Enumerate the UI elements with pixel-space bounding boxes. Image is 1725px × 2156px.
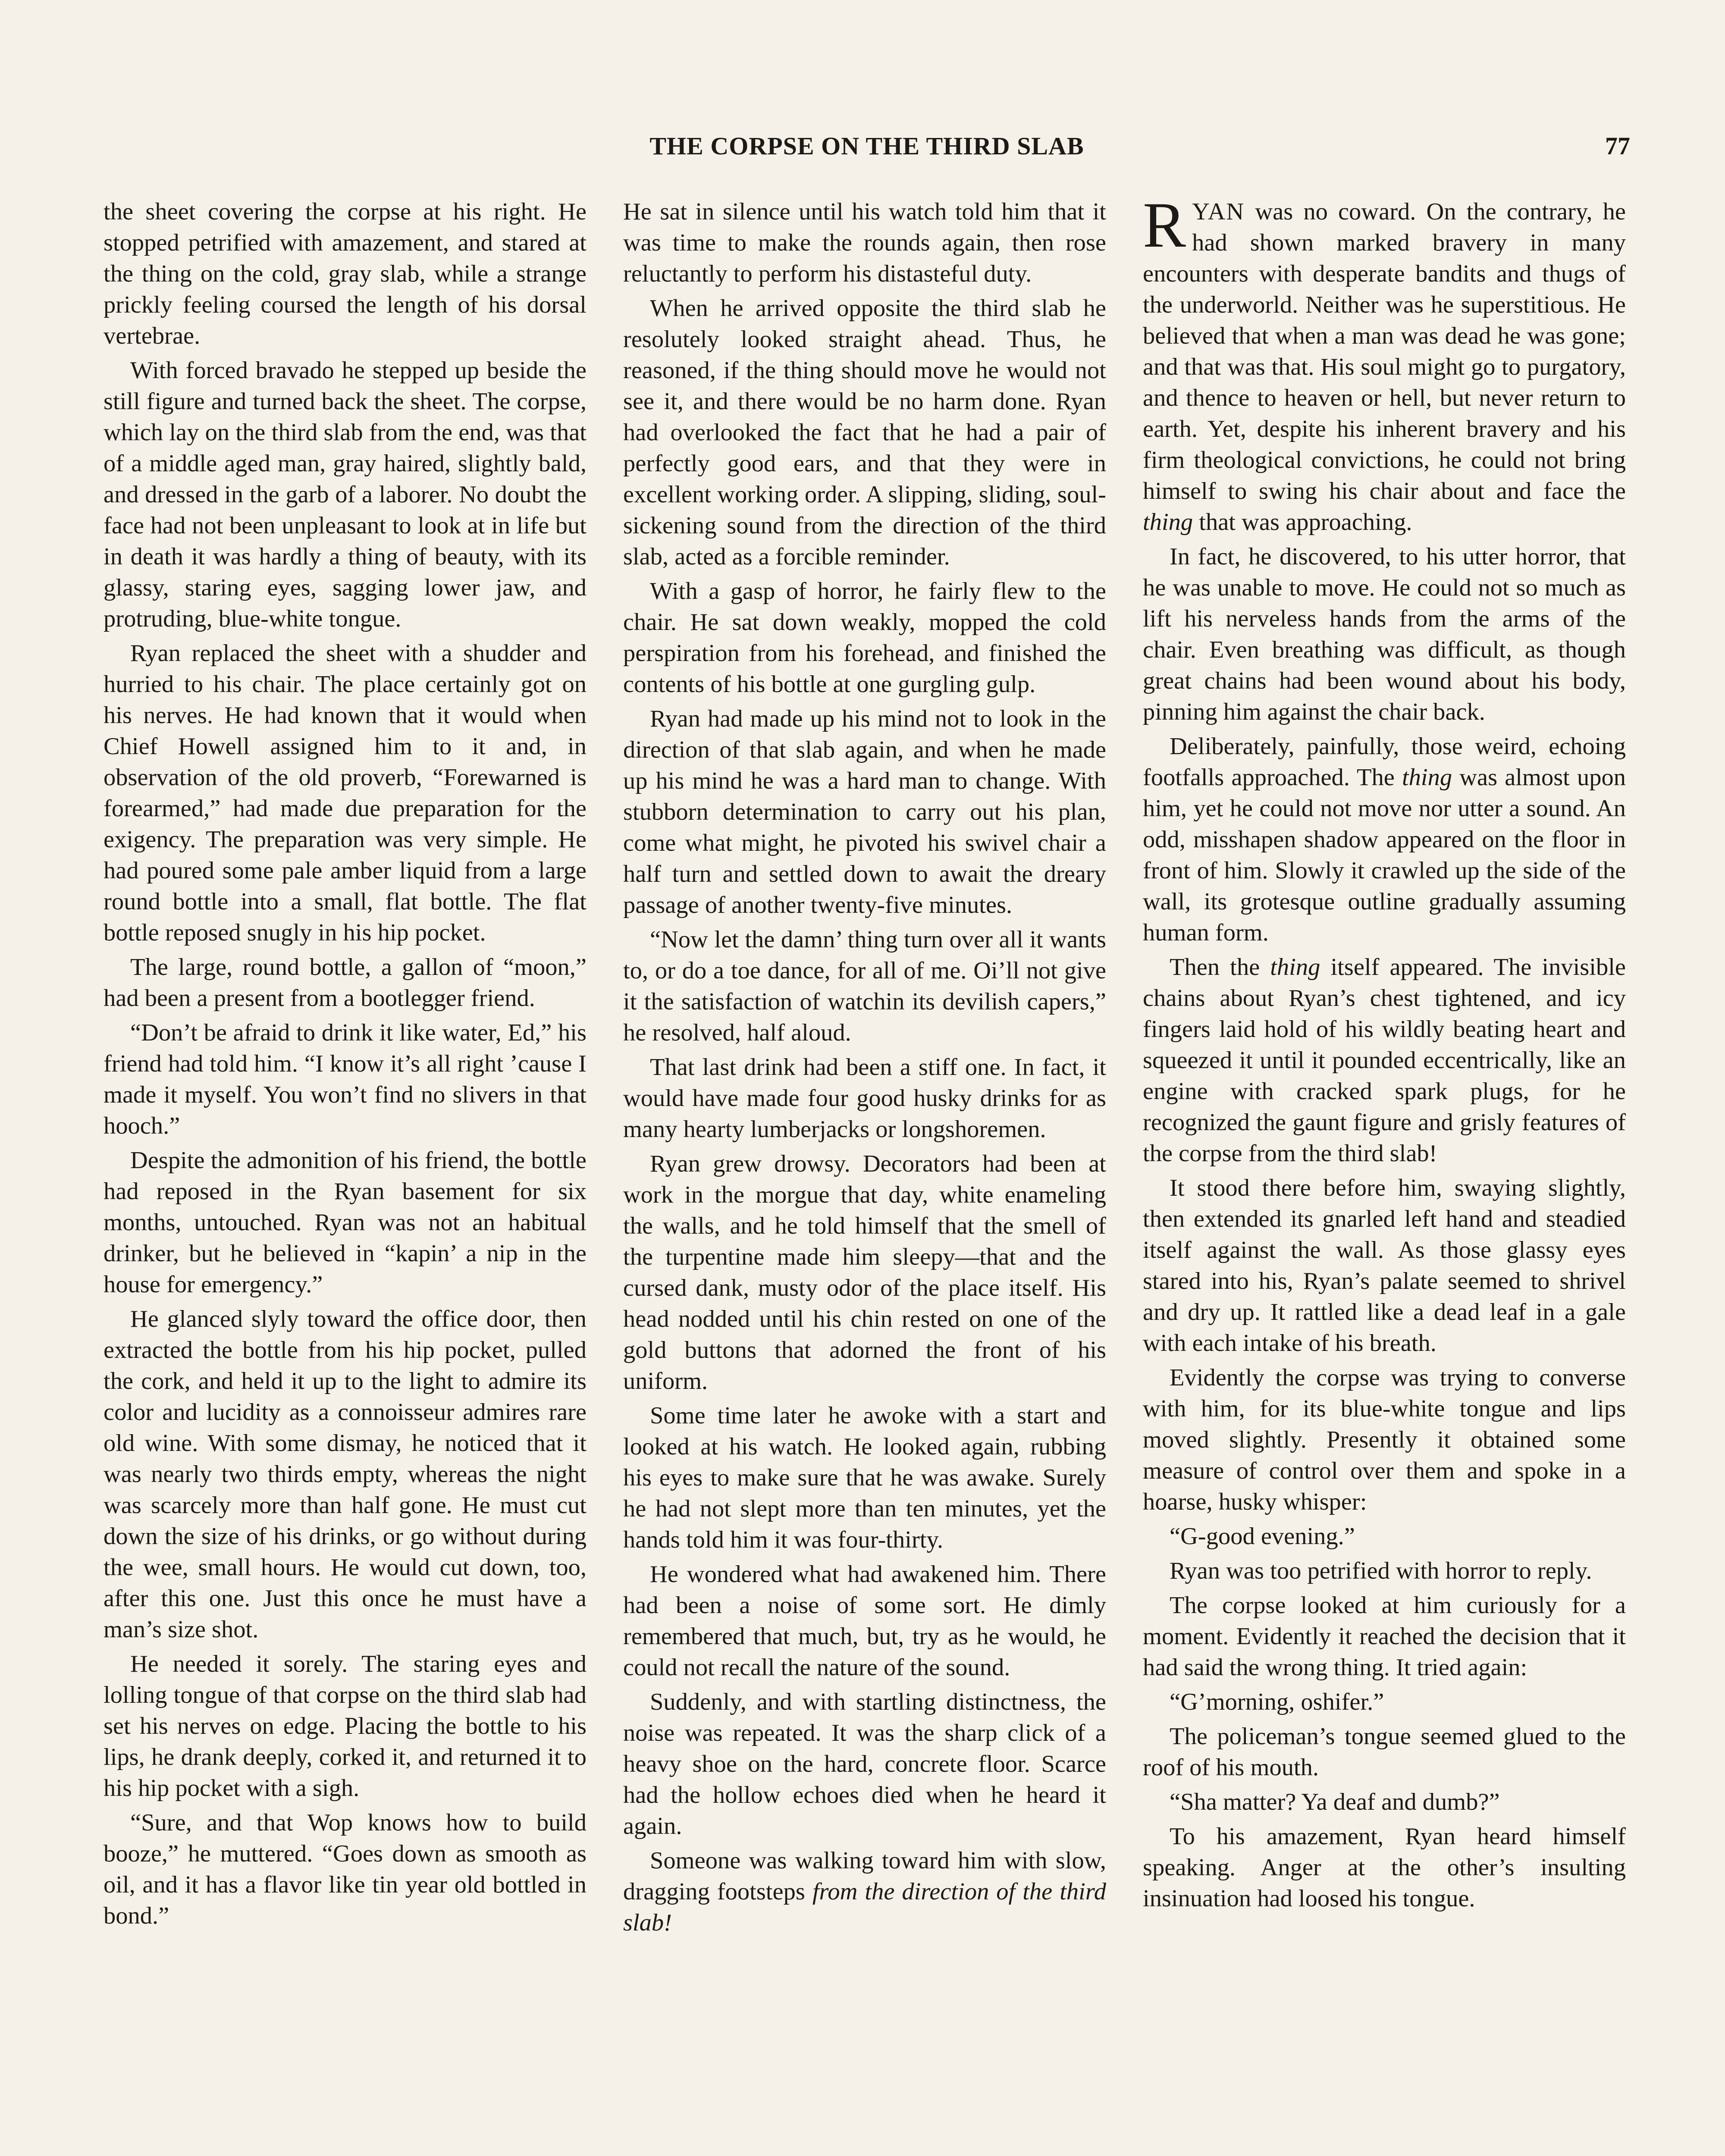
paragraph: The policeman’s tongue seemed glued to the roof of his mouth. xyxy=(1143,1723,1626,1781)
paragraph: “Now let the damn’ thing turn over all it wants to, or do a toe dance, for all of me. Oi’ll not give it the satisfaction of watchin its devilish capers,” he resolved, half aloud. xyxy=(623,926,1106,1046)
column-1 xyxy=(104,196,586,2156)
paragraph xyxy=(1143,731,1626,948)
running-title: THE CORPSE ON THE THIRD SLAB xyxy=(649,132,1084,160)
italic-phrase: from the direction of the third slab! xyxy=(623,1878,1106,1936)
paragraph: The large, round bottle, a gallon of “moon,” had been a present from a bootlegger friend. xyxy=(104,954,586,1012)
paragraph: Some time later he awoke with a start and looked at his watch. He looked again, rubbing his eyes to make sure that he was awake. Surely he had not slept more than ten minutes, yet the hands told him it was four-thirty. xyxy=(623,1402,1106,1553)
drop-cap-rest: YAN xyxy=(1192,198,1245,225)
column-2 xyxy=(623,196,1106,2156)
section-opening-paragraph xyxy=(1143,196,1626,538)
paragraph: Suddenly, and with startling distinctness, the noise was repeated. It was the sharp click of a heavy shoe on the hard, concrete floor. Scarce had the hollow echoes died when he heard it again. xyxy=(623,1689,1106,1839)
paragraph-text: was no coward. On the contrary, he had shown marked bravery in many encounters with desperate bandits and thugs of the underworld. Neither was he superstitious. He believed that when a man was dead he was gone; and that was that. His soul might go to purgatory, and thence to heaven or hell, but never return to earth. Yet, despite his inherent bravery and his firm theological convictions, he could not bring himself to swing his chair about and face the xyxy=(1143,198,1626,505)
page-number: 77 xyxy=(1605,132,1630,160)
paragraph: He wondered what had awakened him. There had been a noise of some sort. He dimly remembered that much, but, try as he would, he could not recall the nature of the sound. xyxy=(623,1561,1106,1681)
paragraph: “G-good evening.” xyxy=(1170,1523,1355,1550)
paragraph: Despite the admonition of his friend, the bottle had reposed in the Ryan basement for six months, untouched. Ryan was not an habitual drinker, but he believed in “kapin’ a nip in the house for emergency.” xyxy=(104,1147,586,1298)
drop-cap: R xyxy=(1143,196,1186,261)
paragraph: In fact, he discovered, to his utter horror, that he was unable to move. He could not so much as lift his nerveless hands from the arms of the chair. Even breathing was difficult, as though great chains had been wound about his body, pinning him against the chair back. xyxy=(1143,543,1626,725)
paragraph: He sat in silence until his watch told him that it was time to make the rounds again, then rose reluctantly to perform his distasteful duty. xyxy=(623,198,1106,287)
paragraph-text: itself appeared. The invisible chains about Ryan’s chest tightened, and icy fingers laid hold of his wildly beating heart and squeezed it until it pounded eccentrically, like an engine with cracked spark plugs, for he recognized the gaunt figure and grisly features of the corpse from the third slab! xyxy=(1143,954,1626,1167)
paragraph-text: Then the xyxy=(1170,954,1270,981)
paragraph xyxy=(1143,952,1626,1169)
paragraph: When he arrived opposite the third slab he resolutely looked straight ahead. Thus, he reasoned, if the thing should move he would not see it, and there would be no harm done. Ryan had overlooked the fact that he had a pair of perfectly good ears, and that they were in excellent working order. A slipping, sliding, soul-sickening sound from the direction of the third slab, acted as a forcible reminder. xyxy=(623,295,1106,570)
paragraph-final xyxy=(623,1845,1106,1938)
paragraph: He glanced slyly toward the office door, then extracted the bottle from his hip pocket, pulled the cork, and held it up to the light to admire its color and lucidity as a connoisseur admires rare old wine. With some dismay, he noticed that it was nearly two thirds empty, whereas the night was scarcely more than half gone. He must cut down the size of his drinks, or go without during the wee, small hours. He would cut down, too, after this one. Just this once he must have a man’s size shot. xyxy=(104,1306,586,1643)
paragraph: With forced bravado he stepped up beside the still figure and turned back the sheet. The corpse, which lay on the third slab from the end, was that of a middle aged man, gray haired, slightly bald, and dressed in the garb of a laborer. No doubt the face had not been unpleasant to look at in life but in death it was hardly a thing of beauty, with its glassy, staring eyes, sagging lower jaw, and protruding, blue-white tongue. xyxy=(104,357,586,632)
paragraph: Ryan replaced the sheet with a shudder and hurried to his chair. The place certainly got on his nerves. He had known that it would when Chief Howell assigned him to it and, in observation of the old proverb, “Forewarned is forearmed,” had made due preparation for the exigency. The preparation was very simple. He had poured some pale amber liquid from a large round bottle into a small, flat bottle. The flat bottle reposed snugly in his hip pocket. xyxy=(104,640,586,946)
paragraph: Ryan grew drowsy. Decorators had been at work in the morgue that day, white enameling the walls, and he told himself that the smell of the turpentine made him sleepy—that and the cursed dank, musty odor of the place itself. His head nodded until his chin rested on one of the gold buttons that adorned the front of his uniform. xyxy=(623,1150,1106,1395)
paragraph: the sheet covering the corpse at his right. He stopped petrified with amazement, and stared at the thing on the cold, gray slab, while a strange prickly feeling coursed the length of his dorsal vertebrae. xyxy=(104,198,586,349)
paragraph: “Sha matter? Ya deaf and dumb?” xyxy=(1170,1789,1500,1815)
paragraph: “G’morning, oshifer.” xyxy=(1170,1689,1384,1715)
paragraph-text: Someone was walking toward him with slow, dragging footsteps xyxy=(623,1847,1106,1905)
paragraph: “Don’t be afraid to drink it like water, Ed,” his friend had told him. “I know it’s all right ’cause I made it myself. You won’t find no slivers in that hooch.” xyxy=(104,1019,586,1139)
column-3 xyxy=(1143,196,1626,2156)
paragraph: Evidently the corpse was trying to converse with him, for its blue-white tongue and lips moved slightly. Presently it obtained some measure of control over them and spoke in a hoarse, husky whisper: xyxy=(1143,1364,1626,1515)
paragraph-text: was almost upon him, yet he could not move nor utter a sound. An odd, misshapen shadow appeared on the floor in front of him. Slowly it crawled up the side of the wall, its grotesque outline gradually assuming human form. xyxy=(1143,764,1626,946)
paragraph-text: Deliberately, painfully, those weird, echoing footfalls approached. The xyxy=(1143,733,1626,791)
paragraph: Ryan had made up his mind not to look in the direction of that slab again, and when he made up his mind he was a hard man to change. With stubborn determination to carry out his plan, come what might, he pivoted his swivel chair a half turn and settled down to await the dreary passage of another twenty-five minutes. xyxy=(623,705,1106,918)
paragraph: With a gasp of horror, he fairly flew to the chair. He sat down weakly, mopped the cold perspiration from his forehead, and finished the contents of his bottle at one gurgling gulp. xyxy=(623,578,1106,698)
paragraph: Ryan was too petrified with horror to reply. xyxy=(1170,1557,1592,1584)
page-header xyxy=(104,132,1630,179)
paragraph: It stood there before him, swaying slightly, then extended its gnarled left hand and steadied itself against the wall. As those glassy eyes stared into his, Ryan’s palate seemed to shrivel and dry up. It rattled like a dead leaf in a gale with each intake of his breath. xyxy=(1143,1175,1626,1357)
story-columns xyxy=(104,196,1630,2156)
italic-word: thing xyxy=(1270,954,1320,981)
paragraph: To his amazement, Ryan heard himself speaking. Anger at the other’s insulting insinuation had loosed his tongue. xyxy=(1143,1823,1626,1912)
italic-word: thing xyxy=(1143,509,1193,536)
paragraph-text: that was approaching. xyxy=(1193,509,1412,536)
italic-word: thing xyxy=(1402,764,1452,791)
paragraph: That last drink had been a stiff one. In fact, it would have made four good husky drinks for as many hearty lumberjacks or longshoremen. xyxy=(623,1054,1106,1143)
paragraph: The corpse looked at him curiously for a moment. Evidently it reached the decision that it had said the wrong thing. It tried again: xyxy=(1143,1592,1626,1681)
paragraph: He needed it sorely. The staring eyes and lolling tongue of that corpse on the third slab had set his nerves on edge. Placing the bottle to his lips, he drank deeply, corked it, and returned it to his hip pocket with a sigh. xyxy=(104,1651,586,1802)
paragraph: “Sure, and that Wop knows how to build booze,” he muttered. “Goes down as smooth as oil, and it has a flavor like tin year old bottled in bond.” xyxy=(104,1809,586,1929)
